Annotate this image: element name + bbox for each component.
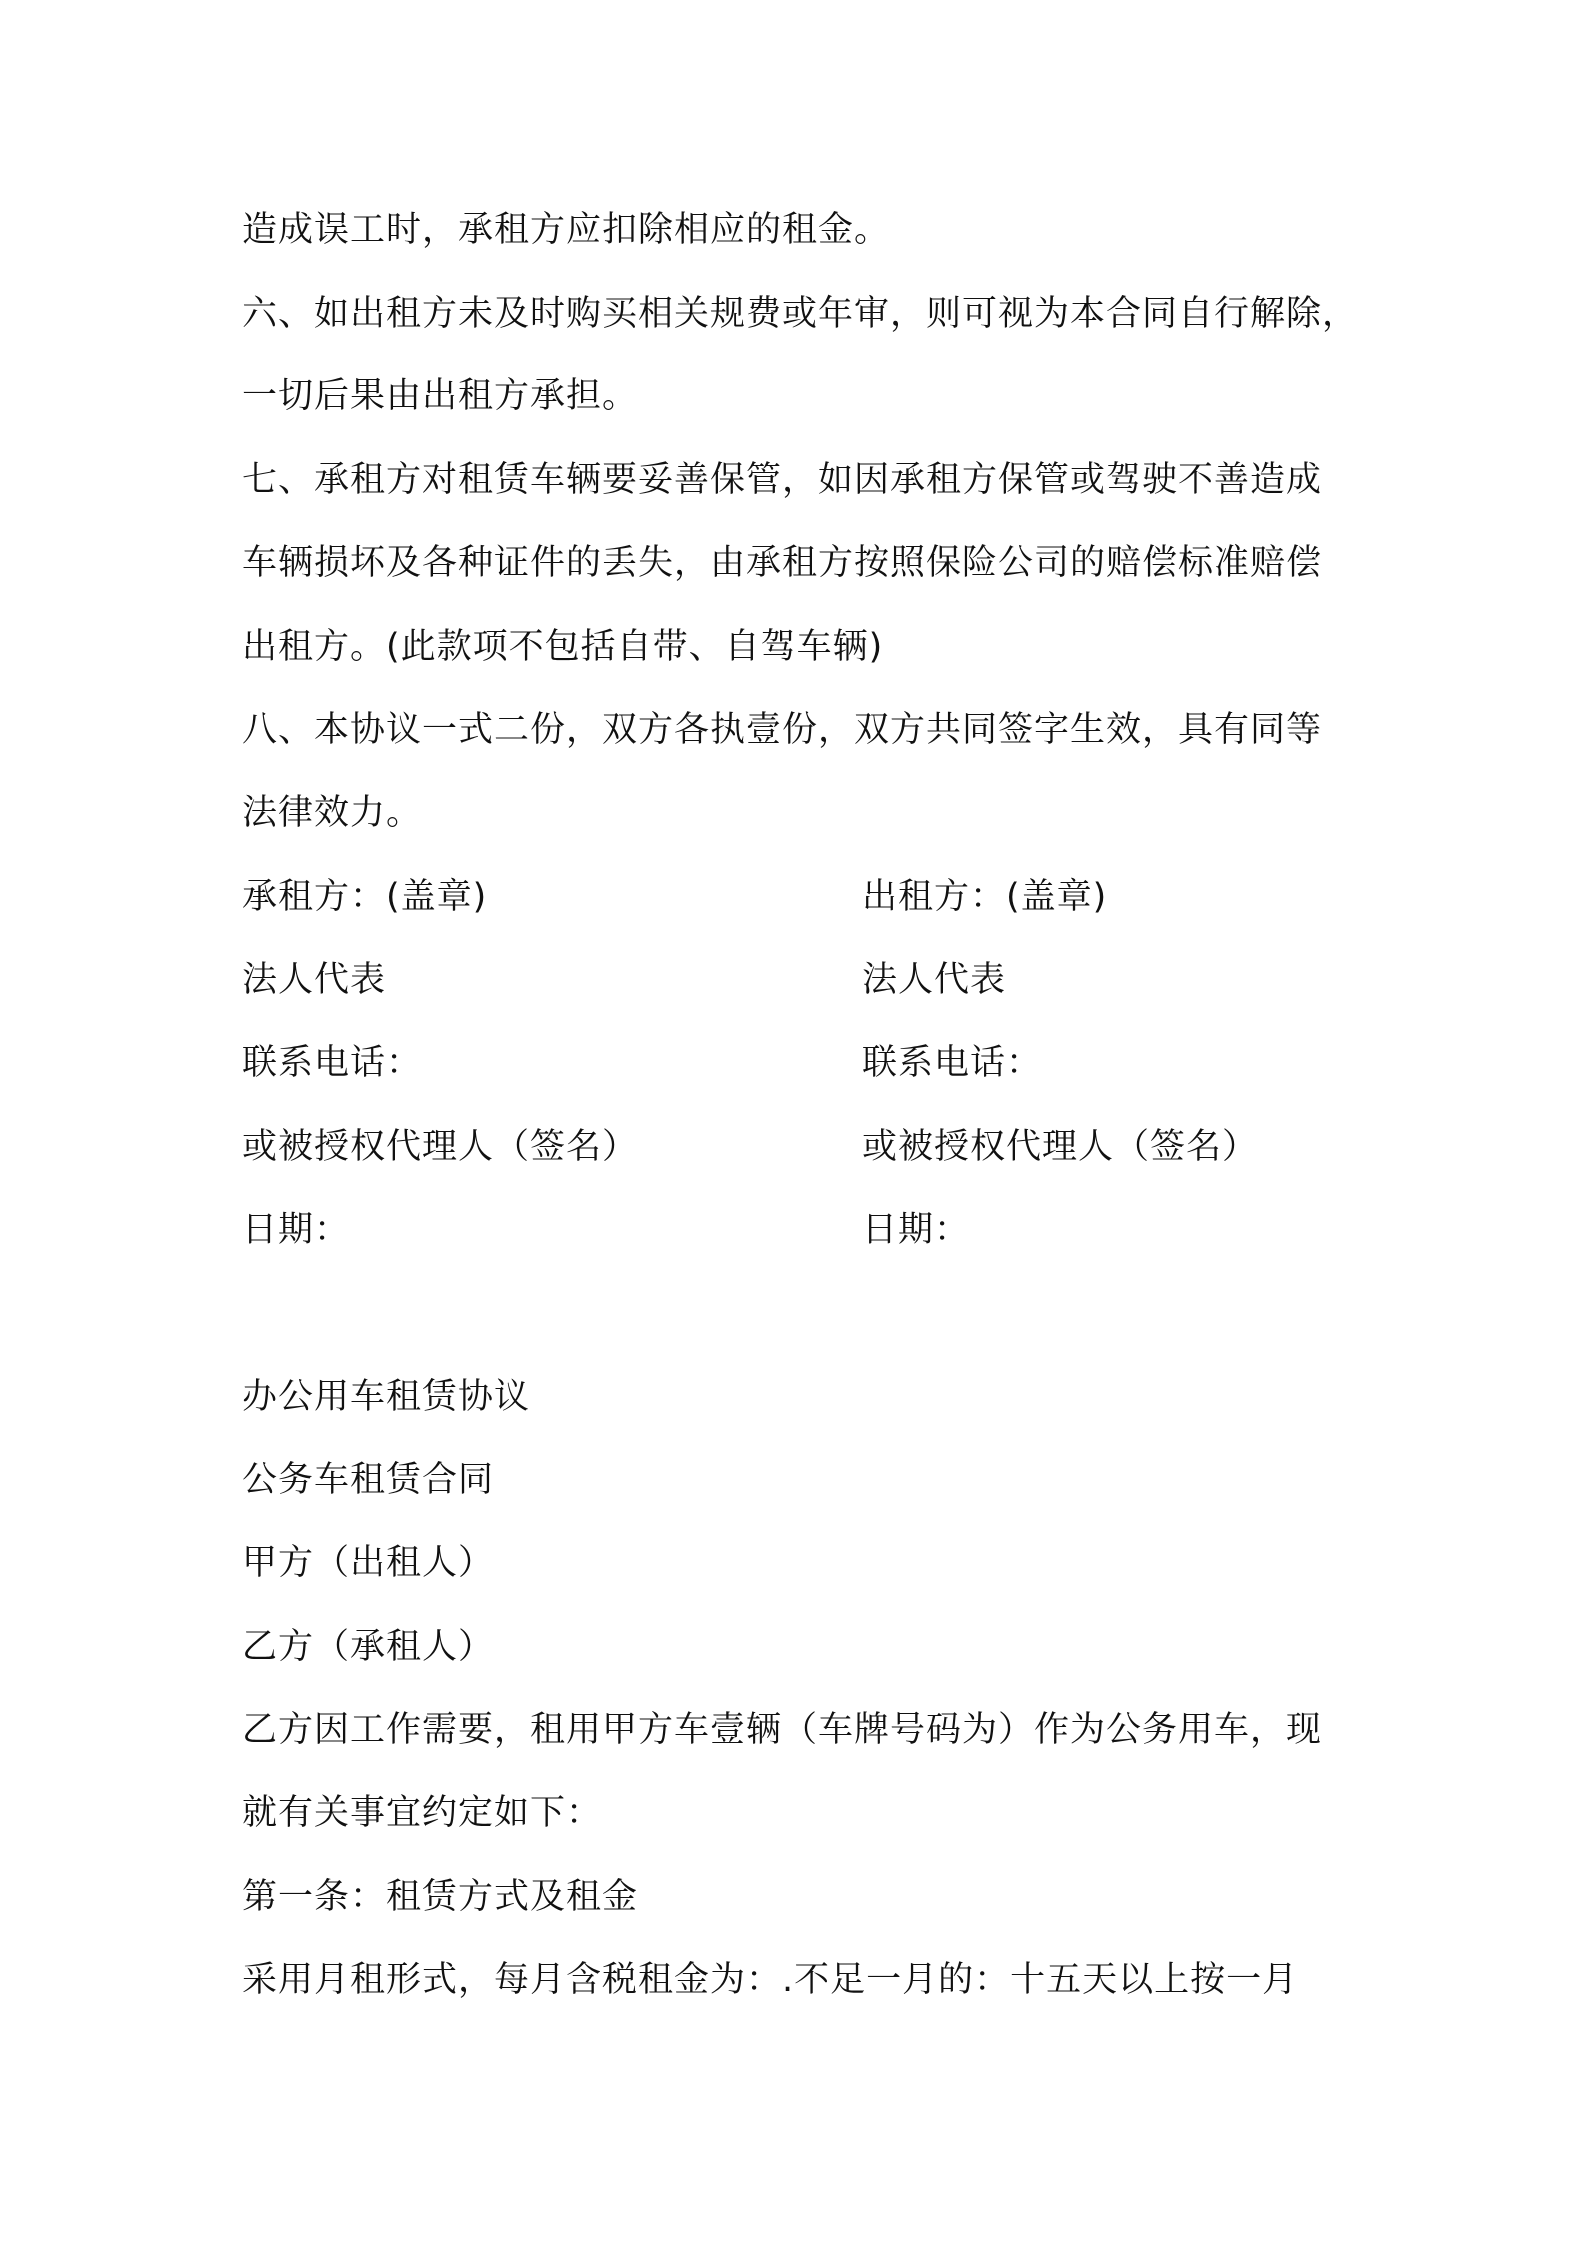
lessee-legal-rep-label: 法人代表 [242, 960, 387, 1000]
lessor-agent-label: 或被授权代理人（签名） [862, 1127, 1259, 1167]
paragraph-line: 法律效力。 [242, 793, 423, 833]
paragraph-line: 造成误工时，承租方应扣除相应的租金。 [242, 210, 891, 250]
lessor-legal-rep-label: 法人代表 [862, 960, 1007, 1000]
contract-title: 办公用车租赁协议 [242, 1377, 531, 1417]
article-heading: 第一条：租赁方式及租金 [242, 1877, 639, 1917]
paragraph-line: 乙方因工作需要，租用甲方车壹辆（车牌号码为）作为公务用车，现 [242, 1710, 1323, 1750]
paragraph-line: 一切后果由出租方承担。 [242, 376, 639, 416]
lessor-seal-label: 出租方：(盖章) [862, 877, 1108, 917]
paragraph-line: 车辆损坏及各种证件的丢失，由承租方按照保险公司的赔偿标准赔偿 [242, 543, 1323, 583]
lessee-date-label: 日期： [242, 1210, 351, 1250]
contract-subtitle: 公务车租赁合同 [242, 1460, 495, 1500]
paragraph-line: 就有关事宜约定如下： [242, 1793, 603, 1833]
lessor-date-label: 日期： [862, 1210, 971, 1250]
lessee-agent-label: 或被授权代理人（签名） [242, 1127, 639, 1167]
party-b-label: 乙方（承租人） [242, 1627, 495, 1667]
paragraph-line: 出租方。(此款项不包括自带、自驾车辆) [242, 627, 884, 667]
paragraph-line: 采用月租形式，每月含税租金为：.不足一月的：十五天以上按一月 [242, 1960, 1299, 2000]
lessor-phone-label: 联系电话： [862, 1043, 1043, 1083]
paragraph-line: 六、如出租方未及时购买相关规费或年审，则可视为本合同自行解除， [242, 294, 1359, 334]
paragraph-line: 八、本协议一式二份，双方各执壹份，双方共同签字生效，具有同等 [242, 710, 1323, 750]
lessee-phone-label: 联系电话： [242, 1043, 423, 1083]
party-a-label: 甲方（出租人） [242, 1543, 495, 1583]
paragraph-line: 七、承租方对租赁车辆要妥善保管，如因承租方保管或驾驶不善造成 [242, 460, 1323, 500]
lessee-seal-label: 承租方：(盖章) [242, 877, 488, 917]
